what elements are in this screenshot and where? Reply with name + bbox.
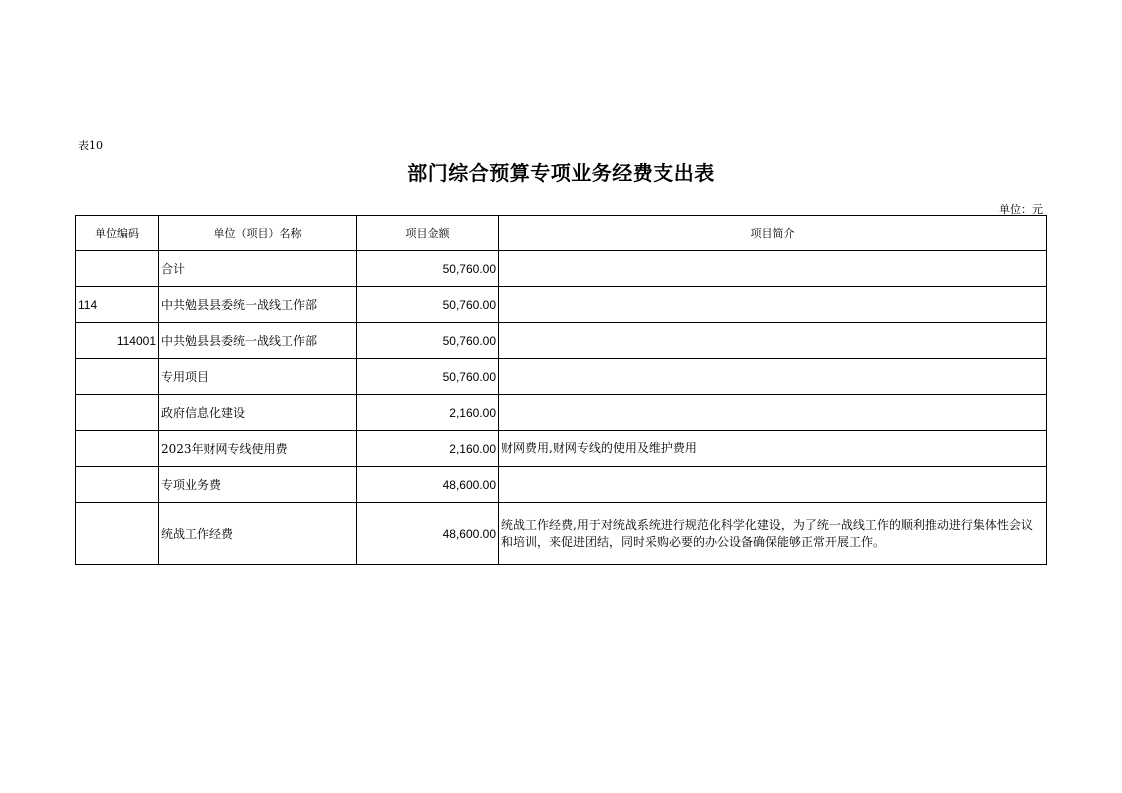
cell-name: 专项业务费 <box>159 467 357 503</box>
cell-code <box>76 395 159 431</box>
header-row <box>76 216 1047 251</box>
cell-amount: 50,760.00 <box>357 251 499 287</box>
cell-description <box>499 359 1047 395</box>
cell-description <box>499 323 1047 359</box>
cell-code <box>76 431 159 467</box>
table-row <box>76 359 1047 395</box>
cell-amount: 48,600.00 <box>357 467 499 503</box>
cell-code <box>76 251 159 287</box>
header-description: 项目简介 <box>499 216 1047 251</box>
table-row <box>76 323 1047 359</box>
cell-amount: 2,160.00 <box>357 395 499 431</box>
table-row <box>76 431 1047 467</box>
document-title: 部门综合预算专项业务经费支出表 <box>407 161 715 185</box>
cell-name: 2023年财网专线使用费 <box>159 431 357 467</box>
cell-code: 114 <box>76 287 159 323</box>
header-unit-name: 单位（项目）名称 <box>159 216 357 251</box>
cell-description <box>499 395 1047 431</box>
cell-name: 统战工作经费 <box>159 503 357 565</box>
unit-label: 单位：元 <box>999 203 1043 216</box>
cell-code <box>76 359 159 395</box>
cell-code <box>76 503 159 565</box>
cell-description <box>499 251 1047 287</box>
cell-amount: 48,600.00 <box>357 503 499 565</box>
table-row <box>76 503 1047 565</box>
cell-code <box>76 467 159 503</box>
cell-amount: 50,760.00 <box>357 287 499 323</box>
header-unit-code: 单位编码 <box>76 216 159 251</box>
cell-name: 政府信息化建设 <box>159 395 357 431</box>
cell-amount: 50,760.00 <box>357 323 499 359</box>
table-number: 表10 <box>78 139 103 152</box>
table-row <box>76 395 1047 431</box>
cell-amount: 2,160.00 <box>357 431 499 467</box>
budget-table <box>75 215 1047 565</box>
cell-description: 财网费用,财网专线的使用及维护费用 <box>499 431 1047 467</box>
cell-name: 中共勉县县委统一战线工作部 <box>159 323 357 359</box>
table-row <box>76 251 1047 287</box>
table-row <box>76 467 1047 503</box>
cell-code: 114001 <box>76 323 159 359</box>
cell-description <box>499 287 1047 323</box>
cell-name: 合计 <box>159 251 357 287</box>
cell-name: 中共勉县县委统一战线工作部 <box>159 287 357 323</box>
cell-amount: 50,760.00 <box>357 359 499 395</box>
cell-description <box>499 467 1047 503</box>
cell-description: 统战工作经费,用于对统战系统进行规范化科学化建设，为了统一战线工作的顺利推动进行集体性会议和培训，来促进团结，同时采购必要的办公设备确保能够正常开展工作。 <box>499 503 1047 565</box>
header-amount: 项目金额 <box>357 216 499 251</box>
table-row <box>76 287 1047 323</box>
cell-name: 专用项目 <box>159 359 357 395</box>
